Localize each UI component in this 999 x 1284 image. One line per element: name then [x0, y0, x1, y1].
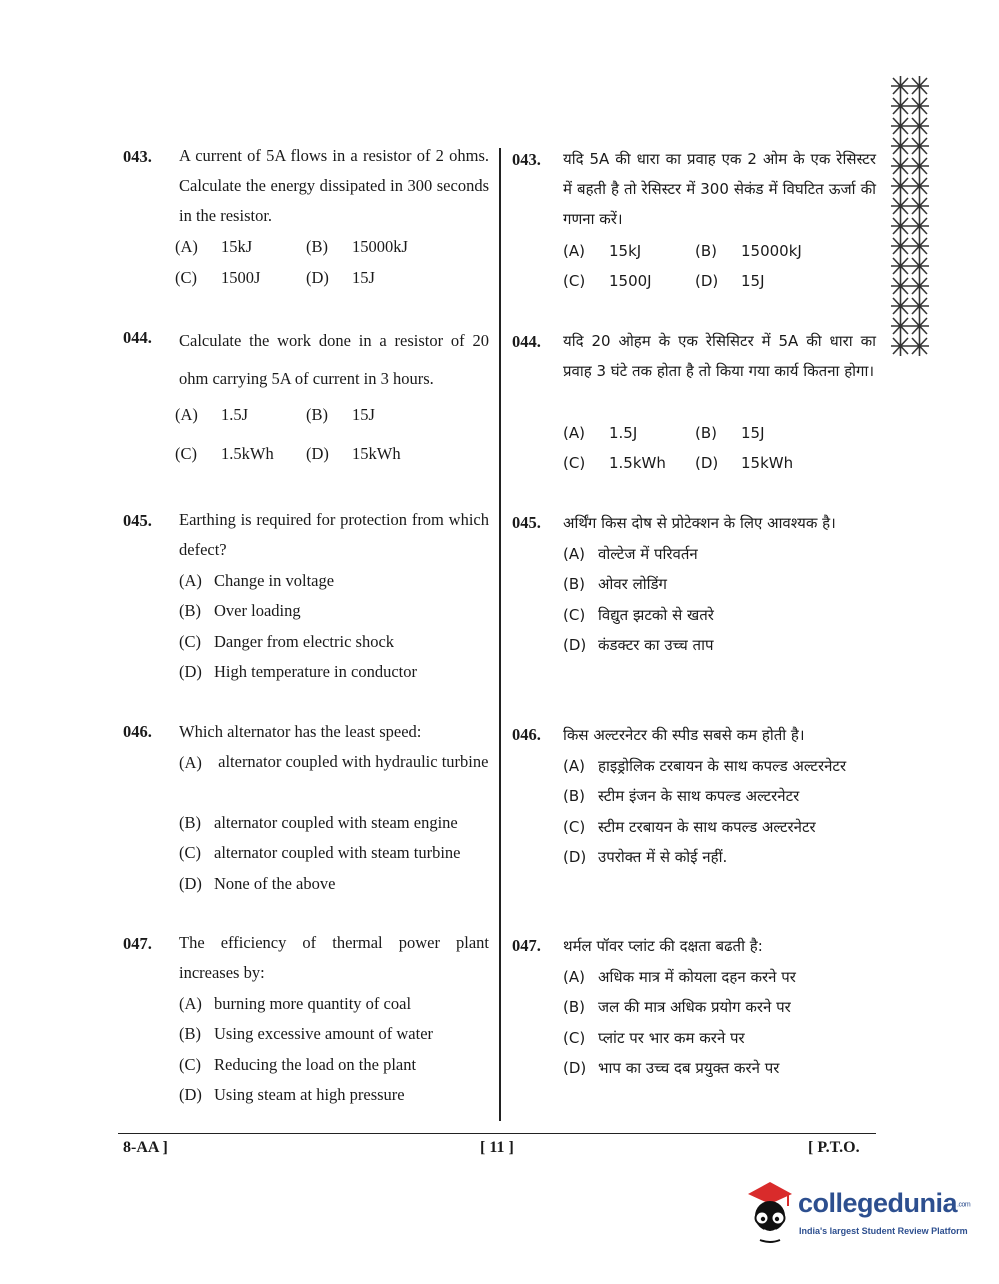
question-number: 046. — [123, 722, 152, 741]
option-a: (A) alternator coupled with hydraulic turbine — [179, 752, 489, 772]
question-046-hi — [512, 725, 878, 875]
option-b: (B) Using excessive amount of water — [179, 1024, 434, 1043]
question-number: 043. — [512, 150, 541, 169]
mascot-icon — [742, 1178, 796, 1244]
question-043-en — [123, 147, 489, 297]
question-044-en — [123, 328, 489, 468]
question-047-hi — [512, 936, 878, 1086]
option-a: (A) हाइड्रोलिक टरबायन के साथ कपल्ड अल्टरनेटर — [563, 757, 847, 775]
option-c: (C) Reducing the load on the plant — [179, 1055, 417, 1074]
option-d: (D) High temperature in conductor — [179, 662, 417, 681]
option-d: (D) 15J — [695, 272, 765, 290]
option-d: (D) भाप का उच्च दब प्रयुक्त करने पर — [563, 1059, 780, 1077]
option-c: (C) 1500J — [175, 268, 261, 287]
logo-tagline: India's largest Student Review Platform — [799, 1226, 968, 1236]
option-a: (A) वोल्टेज में परिवर्तन — [563, 545, 698, 563]
question-047-en — [123, 934, 489, 1114]
question-043-hi — [512, 150, 878, 300]
question-text: Calculate the work done in a resistor of 20 ohm carrying 5A of current in 3 hours. — [179, 331, 489, 388]
pto-label: [ P.T.O. — [808, 1139, 860, 1156]
option-d: (D) 15kWh — [695, 454, 794, 472]
footer-rule — [118, 1133, 876, 1134]
option-c: (C) 1.5kWh — [563, 454, 666, 472]
option-c: (C) प्लांट पर भार कम करने पर — [563, 1029, 745, 1047]
question-number: 045. — [512, 513, 541, 532]
page-number: [ 11 ] — [480, 1139, 514, 1156]
option-b: (B) स्टीम इंजन के साथ कपल्ड अल्टरनेटर — [563, 787, 800, 805]
option-a: (A) burning more quantity of coal — [179, 994, 412, 1013]
question-text: किस अल्टरनेटर की स्पीड सबसे कम होती है। — [563, 726, 805, 744]
option-c: (C) स्टीम टरबायन के साथ कपल्ड अल्टरनेटर — [563, 818, 816, 836]
question-text: A current of 5A flows in a resistor of 2 ohms. Calculate the energy dissipated in 300 seconds in the resistor. — [179, 146, 489, 225]
option-d: (D) None of the above — [179, 874, 336, 893]
option-c: (C) Danger from electric shock — [179, 632, 395, 651]
option-b: (B) ओवर लोडिंग — [563, 575, 667, 593]
option-d: (D) Using steam at high pressure — [179, 1085, 405, 1104]
collegedunia-logo — [742, 1178, 972, 1248]
option-d: (D) कंडक्टर का उच्च ताप — [563, 636, 714, 654]
question-number: 043. — [123, 147, 152, 166]
option-a: (A) 15kJ — [563, 242, 642, 260]
question-number: 047. — [512, 936, 541, 955]
option-a: (A) Change in voltage — [179, 571, 335, 590]
option-d: (D) 15kWh — [306, 444, 401, 463]
question-text: थर्मल पॉवर प्लांट की दक्षता बढती है: — [563, 937, 763, 955]
question-number: 044. — [512, 332, 541, 351]
question-045-en — [123, 511, 489, 691]
question-number: 046. — [512, 725, 541, 744]
question-number: 047. — [123, 934, 152, 953]
option-b: (B) 15J — [695, 424, 765, 442]
logo-wordmark: collegedunia.com — [798, 1188, 971, 1218]
option-a: (A) 1.5J — [563, 424, 638, 442]
question-text: यदि 5A की धारा का प्रवाह एक 2 ओम के एक रेसिस्टर में बहती है तो रेसिस्टर में 300 सेकंड में विघटित ऊर्जा की गणना करें। — [563, 150, 876, 228]
option-b: (B) 15000kJ — [695, 242, 802, 260]
question-text: अर्थिंग किस दोष से प्रोटेक्शन के लिए आवश्यक है। — [563, 514, 836, 532]
option-b: (B) Over loading — [179, 601, 301, 620]
option-a: (A) अधिक मात्र में कोयला दहन करने पर — [563, 968, 796, 986]
question-text: यदि 20 ओहम के एक रेसिसिटर में 5A की धारा का प्रवाह 3 घंटे तक होता है तो किया गया कार्य कितना होगा। — [563, 332, 876, 380]
ornament-border — [891, 76, 929, 356]
option-c: (C) 1500J — [563, 272, 652, 290]
question-number: 044. — [123, 328, 152, 347]
column-divider — [499, 148, 501, 1121]
option-b: (B) 15000kJ — [306, 237, 408, 256]
question-number: 045. — [123, 511, 152, 530]
question-045-hi — [512, 513, 878, 663]
option-b: (B) 15J — [306, 405, 375, 424]
question-text: Earthing is required for protection from which defect? — [179, 510, 489, 559]
option-c: (C) विद्युत झटको से खतरे — [563, 606, 714, 624]
booklet-code: 8-AA ] — [123, 1139, 168, 1156]
question-044-hi — [512, 332, 878, 482]
option-a: (A) 1.5J — [175, 405, 249, 424]
option-b: (B) जल की मात्र अधिक प्रयोग करने पर — [563, 998, 791, 1016]
option-b: (B) alternator coupled with steam engine — [179, 813, 458, 832]
option-d: (D) 15J — [306, 268, 375, 287]
option-d: (D) उपरोक्त में से कोई नहीं. — [563, 848, 728, 866]
question-text: Which alternator has the least speed: — [179, 722, 422, 741]
option-c: (C) 1.5kWh — [175, 444, 274, 463]
option-c: (C) alternator coupled with steam turbine — [179, 843, 461, 862]
option-a: (A) 15kJ — [175, 237, 253, 256]
question-text: The efficiency of thermal power plant increases by: — [179, 933, 489, 982]
question-046-en — [123, 722, 489, 902]
